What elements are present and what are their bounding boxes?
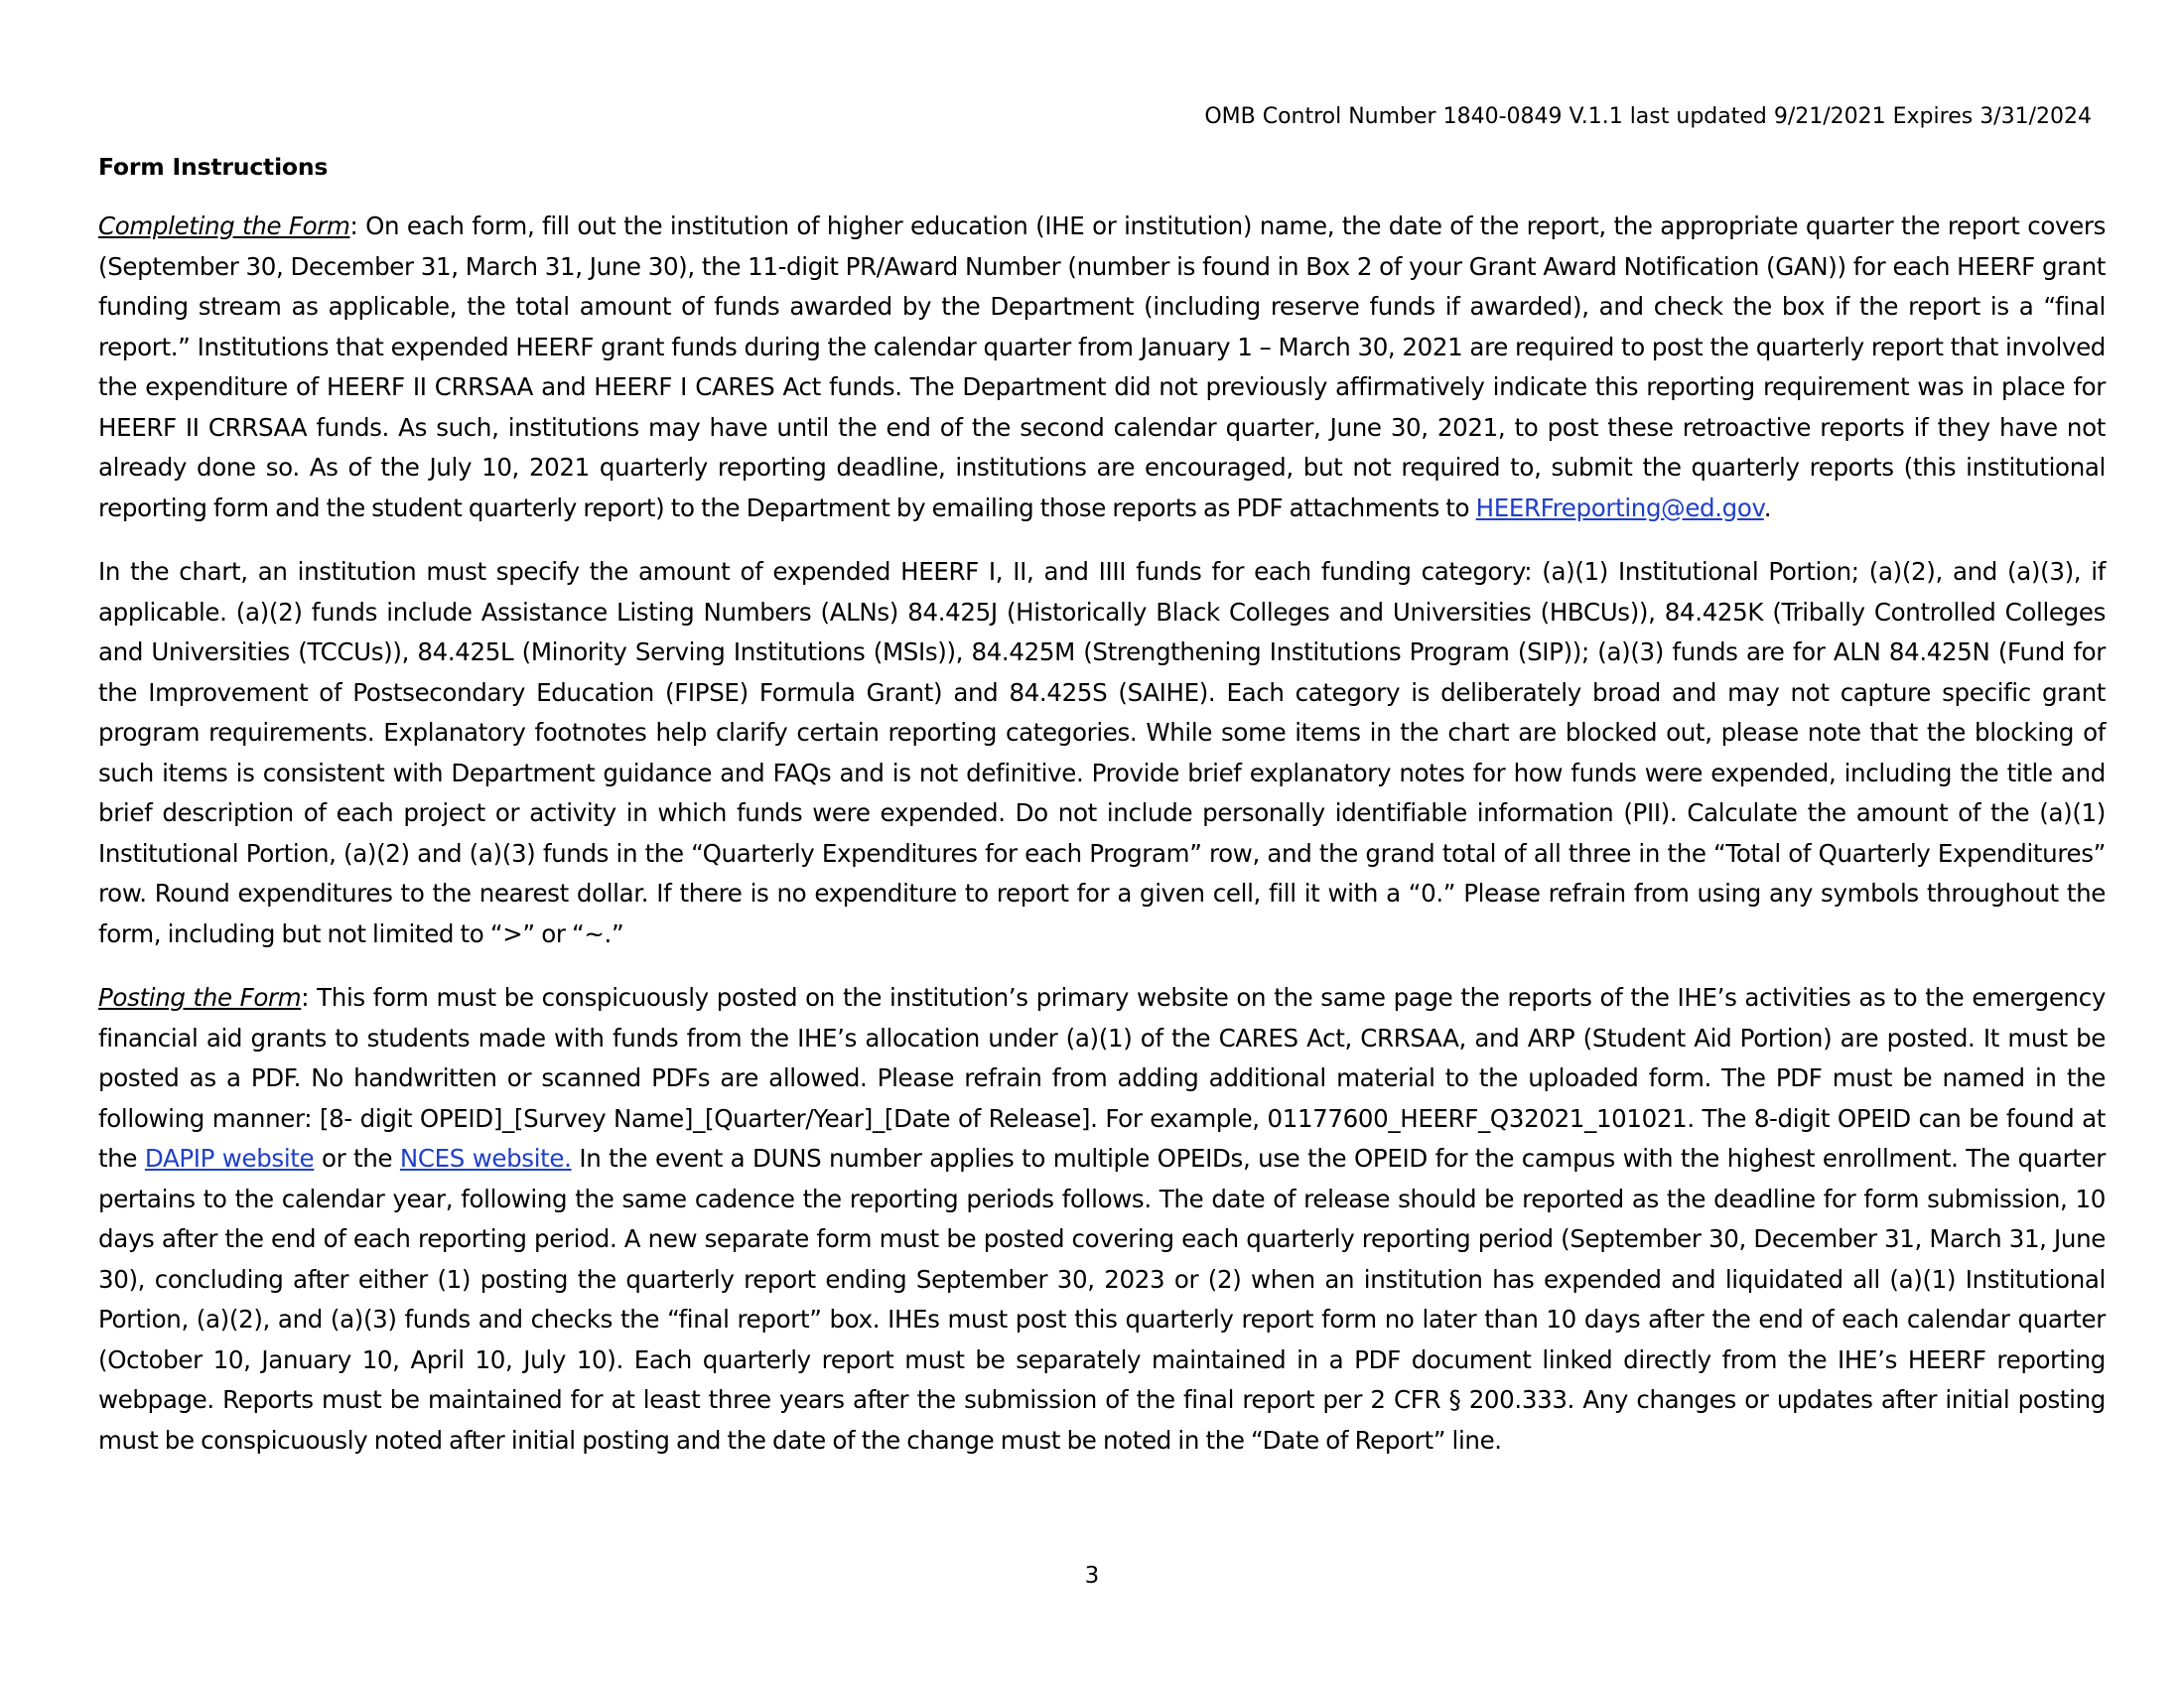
email-link[interactable]: HEERFreporting@ed.gov	[1475, 492, 1764, 522]
completing-the-form-label: Completing the Form	[98, 211, 350, 240]
nces-website-link[interactable]: NCES website.	[399, 1144, 572, 1173]
page-number: 3	[1084, 1563, 1100, 1589]
posting-the-form-text-1: : This form must be conspicuously posted on the institution’s primary website on the same page the reports of the IHE’s activities as to the emergency financial aid grants to students made with funds from the IHE’s allocation under (a)(1) of the CARES Act, CRRSAA, and ARP (Student Aid Portion) are posted. It must be posted as a PDF. No handwritten or scanned PDFs are allowed. Please refrain from adding additional material to the uploaded form. The PDF must be named in the following manner: [8- digit OPEID]_[Survey Name]_[Quarter/Year]_[Date of Release]. For example, 01177600_HEERF_Q32021_101021. The 8-digit OPEID can be found at the	[98, 983, 2106, 1173]
completing-the-form-text: : On each form, fill out the institution of higher education (IHE or institution) name, the date of the report, the appropriate quarter the report covers (September 30, December 31, March 31, June 30), the 11-digit PR/Award Number (number is found in Box 2 of your Grant Award Notification (GAN)) for each HEERF grant funding stream as applicable, the total amount of funds awarded by the Department (including reserve funds if awarded), and check the box if the report is a “final report.” Institutions that expended HEERF grant funds during the calendar quarter from January 1 – March 30, 2021 are required to post the quarterly report that involved the expenditure of HEERF II CRRSAA and HEERF I CARES Act funds. The Department did not previously affirmatively indicate this reporting requirement was in place for HEERF II CRRSAA funds. As such, institutions may have until the end of the second calendar quarter, June 30, 2021, to post these retroactive reports if they have not already done so. As of the July 10, 2021 quarterly reporting deadline, institutions are encouraged, but not required to, submit the quarterly reports (this institutional reporting form and the student quarterly report) to the Department by emailing those reports as PDF attachments to	[98, 211, 2107, 522]
instructions-content	[98, 149, 2106, 1484]
posting-the-form-text-3: In the event a DUNS number applies to multiple OPEIDs, use the OPEID for the campus with the highest enrollment. The quarter pertains to the calendar year, following the same cadence the reporting periods follows. The date of release should be reported as the deadline for form submission, 10 days after the end of each reporting period. A new separate form must be posted covering each quarterly reporting period (September 30, December 31, March 31, June 30), concluding after either (1) posting the quarterly report ending September 30, 2023 or (2) when an institution has expended and liquidated all (a)(1) Institutional Portion, (a)(2), and (a)(3) funds and checks the “final report” box. IHEs must post this quarterly report form no later than 10 days after the end of each calendar quarter (October 10, January 10, April 10, July 10). Each quarterly report must be separately maintained in a PDF document linked directly from the IHE’s HEERF reporting webpage. Reports must be maintained for at least three years after the submission of the final report per 2 CFR § 200.333. Any changes or updates after initial posting must be conspicuously noted after initial posting and the date of the change must be noted in the “Date of Report” line.	[98, 1144, 2106, 1455]
omb-control-header: OMB Control Number 1840-0849 V.1.1 last updated 9/21/2021 Expires 3/31/2024	[1204, 104, 2092, 129]
dapip-website-link[interactable]: DAPIP website	[144, 1144, 315, 1173]
posting-the-form-paragraph	[98, 978, 2106, 1461]
completing-the-form-end: .	[1763, 492, 1772, 522]
posting-the-form-text-2: or the	[314, 1144, 400, 1173]
section-title: Form Instructions	[98, 153, 329, 181]
completing-the-form-paragraph	[98, 207, 2106, 528]
chart-instructions-paragraph: In the chart, an institution must specify the amount of expended HEERF I, II, and IIII funds for each funding category: (a)(1) Institutional Portion; (a)(2), and (a)(3), if applicable. (a)(2) funds include Assistance Listing Numbers (ALNs) 84.425J (Historically Black Colleges and Universities (HBCUs)), 84.425K (Tribally Controlled Colleges and Universities (TCCUs)), 84.425L (Minority Serving Institutions (MSIs)), 84.425M (Strengthening Institutions Program (SIP)); (a)(3) funds are for ALN 84.425N (Fund for the Improvement of Postsecondary Education (FIPSE) Formula Grant) and 84.425S (SAIHE). Each category is deliberately broad and may not capture specific grant program requirements. Explanatory footnotes help clarify certain reporting categories. While some items in the chart are blocked out, please note that the blocking of such items is consistent with Department guidance and FAQs and is not definitive. Provide brief explanatory notes for how funds were expended, including the title and brief description of each project or activity in which funds were expended. Do not include personally identifiable information (PII). Calculate the amount of the (a)(1) Institutional Portion, (a)(2) and (a)(3) funds in the “Quarterly Expenditures for each Program” row, and the grand total of all three in the “Total of Quarterly Expenditures” row. Round expenditures to the nearest dollar. If there is no expenditure to report for a given cell, fill it with a “0.” Please refrain from using any symbols throughout the form, including but not limited to “>” or “~.”	[98, 557, 2106, 948]
posting-the-form-label: Posting the Form	[98, 983, 302, 1012]
